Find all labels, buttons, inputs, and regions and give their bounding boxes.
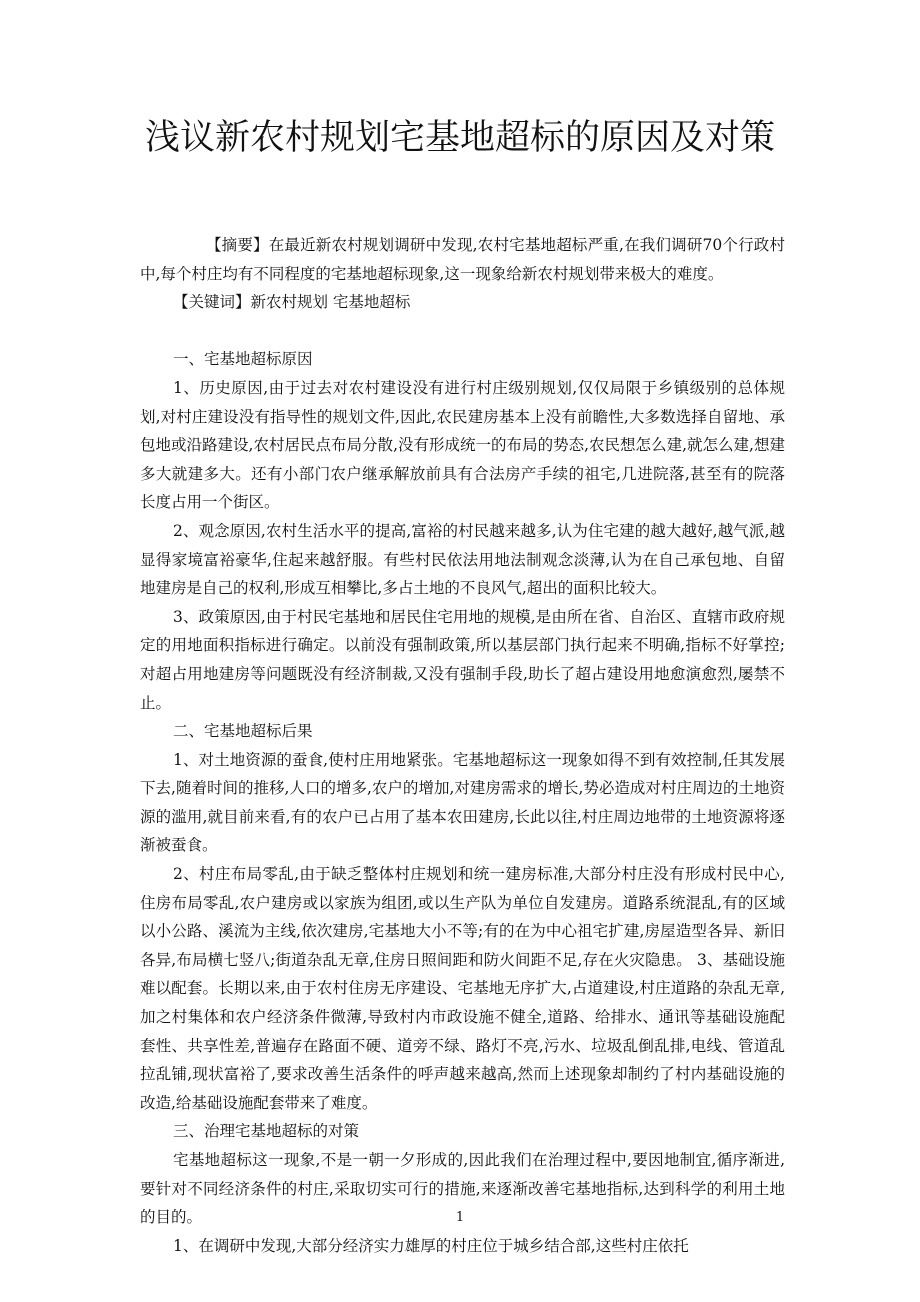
page-number: 1 xyxy=(455,1210,465,1225)
document-body xyxy=(140,231,785,1260)
section-2-paragraph-1: 1、对土地资源的蚕食,使村庄用地紧张。宅基地超标这一现象如得不到有效控制,任其发展下去,随着时间的推移,人口的增多,农户的增加,对建房需求的增长,势必造成对村庄周边的土地资源的滥用,就目前来看,有的农户已占用了基本农田建房,长此以往,村庄周边地带的土地资源将逐渐被蚕食。 xyxy=(140,750,785,855)
section-3-paragraph-1: 宅基地超标这一现象,不是一朝一夕形成的,因此我们在治理过程中,要因地制宜,循序渐进,要针对不同经济条件的村庄,采取切实可行的措施,来逐渐改善宅基地指标,达到科学的利用土地的目的。 xyxy=(140,1151,785,1227)
section-heading-2: 二、宅基地超标后果 xyxy=(173,722,313,741)
section-heading-1: 一、宅基地超标原因 xyxy=(173,350,313,369)
section-1-paragraph-3: 3、政策原因,由于村民宅基地和居民住宅用地的规模,是由所在省、自治区、直辖市政府规定的用地面积指标进行确定。以前没有强制政策,所以基层部门执行起来不明确,指标不好掌控;对超占用地建房等问题既没有经济制裁,又没有强制手段,助长了超占建设用地愈演愈烈,屡禁不止。 xyxy=(140,607,785,712)
blank-line xyxy=(140,317,785,346)
abstract-paragraph: 【摘要】在最近新农村规划调研中发现,农村宅基地超标严重,在我们调研70个行政村中,每个村庄均有不同程度的宅基地超标现象,这一现象给新农村规划带来极大的难度。 xyxy=(140,236,785,283)
keywords-paragraph: 【关键词】新农村规划 宅基地超标 xyxy=(173,293,411,312)
section-2-paragraph-2: 2、村庄布局零乱,由于缺乏整体村庄规划和统一建房标准,大部分村庄没有形成村民中心,住房布局零乱,农户建房或以家族为组团,或以生产队为单位自发建房。道路系统混乱,有的区域以小公路、溪流为主线,依次建房,宅基地大小不等;有的在为中心祖宅扩建,房屋造型各异、新旧各异,布局横七竖八;街道杂乱无章,住房日照间距和防火间距不足,存在火灾隐患。 3、基础设施难以配套。长期以来,由于农村住房无序建设、宅基地无序扩大,占道建设,村庄道路的杂乱无章,加之村集体和农户经济条件微薄,导致村内市政设施不健全,道路、给排水、通讯等基础设施配套性、共享性差,普遍存在路面不硬、道旁不绿、路灯不亮,污水、垃圾乱倒乱排,电线、管道乱拉乱铺,现状富裕了,要求改善生活条件的呼声越来越高,然而上述现象却制约了村内基础设施的改造,给基础设施配套带来了难度。 xyxy=(140,865,785,1112)
document-title: 浅议新农村规划宅基地超标的原因及对策 xyxy=(144,118,775,158)
section-heading-3: 三、治理宅基地超标的对策 xyxy=(173,1122,360,1141)
section-1-paragraph-2: 2、观念原因,农村生活水平的提高,富裕的村民越来越多,认为住宅建的越大越好,越气派,越显得家境富裕豪华,住起来越舒服。有些村民依法用地法制观念淡薄,认为在自己承包地、自留地建房是自己的权利,形成互相攀比,多占土地的不良风气,超出的面积比较大。 xyxy=(140,521,785,598)
section-1-paragraph-1: 1、历史原因,由于过去对农村建设没有进行村庄级别规划,仅仅局限于乡镇级别的总体规划,对村庄建设没有指导性的规划文件,因此,农民建房基本上没有前瞻性,大多数选择自留地、承包地或沿路建设,农村居民点布局分散,没有形成统一的布局的势态,农民想怎么建,就怎么建,想建多大就建多大。还有小部门农户继承解放前具有合法房产手续的祖宅,几进院落,甚至有的院落长度占用一个街区。 xyxy=(140,378,785,512)
section-3-paragraph-2: 1、在调研中发现,大部分经济实力雄厚的村庄位于城乡结合部,这些村庄依托 xyxy=(173,1236,689,1255)
